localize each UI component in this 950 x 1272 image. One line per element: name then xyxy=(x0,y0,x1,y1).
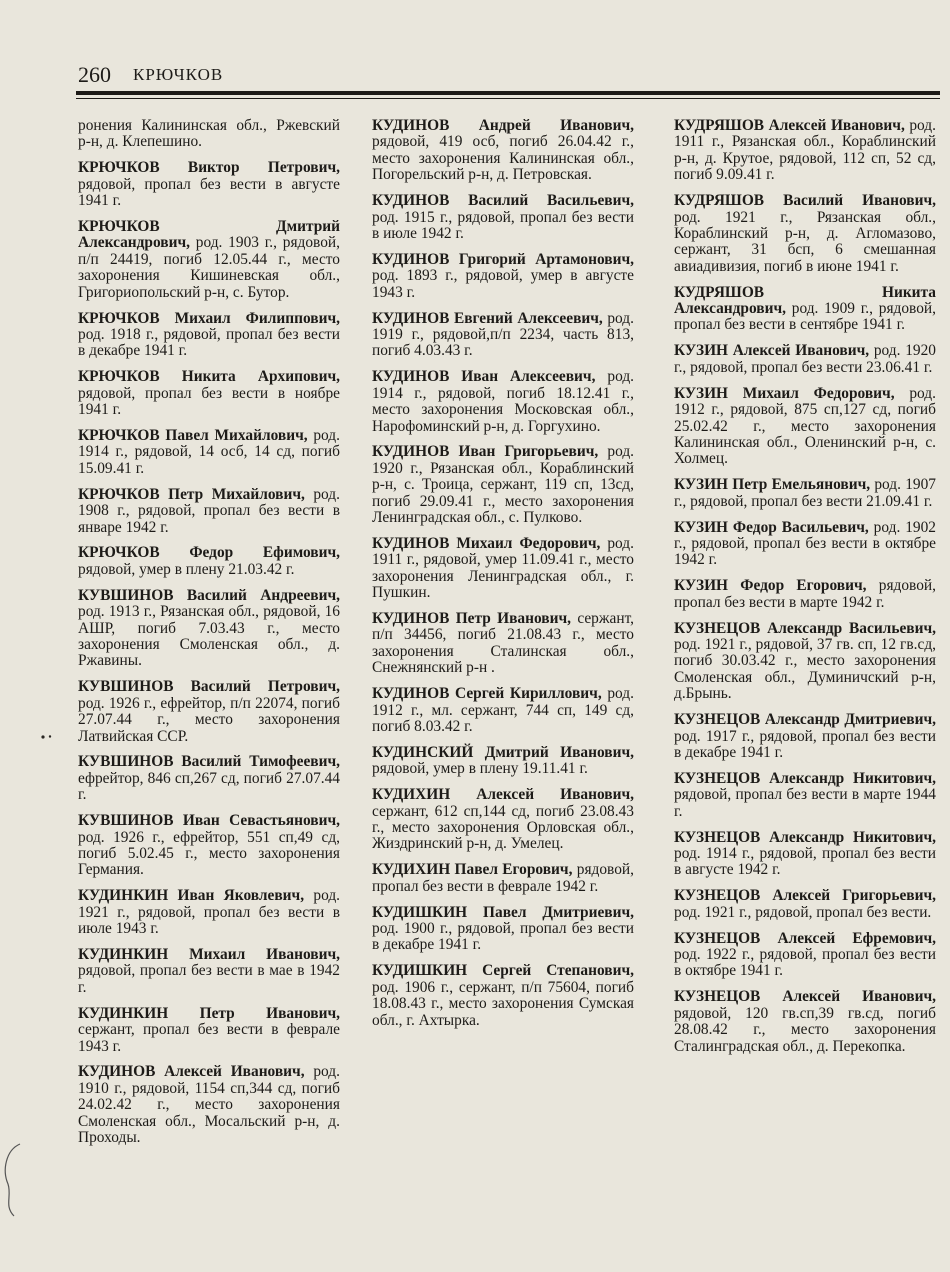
entry-details: род. 1915 г., рядовой, пропал без вести в июле 1942 г. xyxy=(372,208,634,242)
entry-details: род. 1912 г., мл. сержант, 744 сп, 149 сд, погиб 8.03.42 г. xyxy=(372,685,634,735)
entry-details: рядовой, пропал без вести в ноябре 1941 г. xyxy=(78,384,340,419)
page-header xyxy=(78,58,938,88)
entry-details: род. 1910 г., рядовой, 1154 сп,344 сд, погиб 24.02.42 г., место захоронения Смоленская обл., Мосальский р-н, д. Проходы. xyxy=(78,1063,340,1147)
entry-name: КУЗНЕЦОВ Александр Никитович, xyxy=(674,828,936,846)
entry-name: КРЮЧКОВ Дмитрий Александрович, xyxy=(78,218,340,252)
entry-details: род. 1918 г., рядовой, пропал без вести в декабре 1941 г. xyxy=(78,325,340,360)
biography-entry xyxy=(674,118,936,184)
biography-entry xyxy=(78,947,340,996)
entry-name: КУЗИН Михаил Федорович, xyxy=(674,384,895,402)
biography-entry xyxy=(674,285,936,334)
biography-entry xyxy=(372,963,634,1029)
biography-entry xyxy=(674,771,936,820)
entry-name: КУВШИНОВ Василий Тимофеевич, xyxy=(78,753,340,771)
biography-entry xyxy=(78,160,340,209)
biography-entry xyxy=(78,487,340,536)
biography-entry xyxy=(372,686,634,735)
biography-entry xyxy=(78,754,340,803)
entry-name: КУДИНОВ Михаил Федорович, xyxy=(372,534,601,552)
biography-entry xyxy=(78,679,340,745)
biography-entry xyxy=(674,343,936,376)
column-3 xyxy=(674,118,936,1064)
column-1 xyxy=(78,118,340,1156)
entry-details: ронения Калининская обл., Ржевский р-н, д. Клепешино. xyxy=(78,117,340,151)
entry-details: род. 1914 г., рядовой, пропал без вести в августе 1942 г. xyxy=(674,844,936,879)
entry-name: КУДИШКИН Павел Дмитриевич, xyxy=(372,903,634,921)
entry-name: КУДИНОВ Иван Алексеевич, xyxy=(372,368,596,386)
entry-details: род. 1920 г., рядовой, пропал без вести 23.06.41 г. xyxy=(674,342,936,376)
biography-entry xyxy=(78,588,340,670)
entry-details: род. 1911 г., Рязанская обл., Кораблинский р-н, д. Крутое, рядовой, 112 сп, 52 сд, погиб 9.09.41 г. xyxy=(674,117,936,184)
biography-entry xyxy=(372,311,634,360)
entry-details: род. 1911 г., рядовой, умер 11.09.41 г., место захоронения Ленинградская обл., г. Пушкин. xyxy=(372,534,634,602)
biography-entry xyxy=(674,386,936,468)
entry-name: КУДРЯШОВ Никита Александрович, xyxy=(674,283,936,318)
biography-entry xyxy=(372,444,634,526)
biography-entry xyxy=(674,931,936,980)
entry-details: род. 1921 г., рядовой, 37 гв. сп, 12 гв.сд, погиб 30.03.42 г., место захоронения Смоленская обл., Думиничский р-н, д.Брынь. xyxy=(674,635,936,703)
page-number: 260 xyxy=(78,62,111,87)
entry-details: род. 1914 г., рядовой, погиб 18.12.41 г., место захоронения Московская обл., Нарофоминский р-н, д. Горгухино. xyxy=(372,368,634,435)
entry-details: род. 1913 г., Рязанская обл., рядовой, 16 АШР, погиб 7.03.43 г., место захоронения Смоленская обл., д. Ржавины. xyxy=(78,603,340,670)
biography-entry xyxy=(78,118,340,151)
entry-name: КРЮЧКОВ Никита Архипович, xyxy=(78,368,340,386)
entry-details: род. 1900 г., рядовой, пропал без вести в декабре 1941 г. xyxy=(372,920,634,954)
entry-details: рядовой, пропал без вести в мае в 1942 г. xyxy=(78,962,340,996)
entry-name: КУЗНЕЦОВ Алексей Иванович, xyxy=(674,988,936,1006)
biography-entry xyxy=(372,118,634,184)
biography-entry xyxy=(372,252,634,301)
entry-name: КУДИНОВ Иван Григорьевич, xyxy=(372,443,599,461)
biography-entry xyxy=(674,621,936,703)
entry-details: род. 1917 г., рядовой, пропал без вести в декабре 1941 г. xyxy=(674,727,936,761)
running-head: КРЮЧКОВ xyxy=(133,65,224,84)
margin-pencil-mark xyxy=(0,1140,22,1220)
biography-entry xyxy=(78,545,340,578)
entry-details: род. 1903 г., рядовой, п/п 24419, погиб 12.05.44 г., место захоронения Кишиневская обл., Григориопольский р-н, с. Бутор. xyxy=(78,234,340,301)
entry-name: КУДИНОВ Андрей Иванович, xyxy=(372,117,634,134)
entry-name: КУДИХИН Павел Егорович, xyxy=(372,861,573,879)
entry-details: род. 1914 г., рядовой, 14 осб, 14 сд, погиб 15.09.41 г. xyxy=(78,427,340,477)
entry-name: КУЗНЕЦОВ Александр Васильевич, xyxy=(674,619,936,637)
header-rule-thick xyxy=(76,91,940,95)
entry-details: род. 1893 г., рядовой, умер в августе 1943 г. xyxy=(372,267,634,301)
entry-name: КУДИНОВ Петр Иванович, xyxy=(372,610,571,628)
entry-details: род. 1902 г., рядовой, пропал без вести в октябре 1942 г. xyxy=(674,518,936,569)
entry-name: КУДИНКИН Иван Яковлевич, xyxy=(78,887,305,905)
biography-entry xyxy=(372,536,634,602)
biography-entry xyxy=(78,311,340,360)
entry-name: КУЗИН Петр Емельянович, xyxy=(674,476,871,494)
entry-details: сержант, 612 сп,144 сд, погиб 23.08.43 г., место захоронения Орловская обл., Жиздринский р-н, д. Умелец. xyxy=(372,802,634,853)
entry-details: рядовой, 120 гв.сп,39 гв.сд, погиб 28.08.42 г., место захоронения Сталинградская обл., д. Перекопка. xyxy=(674,1004,936,1055)
entry-details: рядовой, 419 осб, погиб 26.04.42 г., место захоронения Калининская обл., Погорельский р-н, д. Петровская. xyxy=(372,133,634,184)
entry-name: КУВШИНОВ Василий Петрович, xyxy=(78,678,340,696)
biography-entry xyxy=(78,428,340,477)
entry-name: КРЮЧКОВ Виктор Петрович, xyxy=(78,159,340,177)
entry-details: род. 1909 г., рядовой, пропал без вести в сентябре 1941 г. xyxy=(674,300,936,334)
entry-name: КУЗНЕЦОВ Александр Никитович, xyxy=(674,769,936,787)
entry-details: род. 1907 г., рядовой, пропал без вести 21.09.41 г. xyxy=(674,476,936,510)
entry-details: род. 1922 г., рядовой, пропал без вести в октябре 1941 г. xyxy=(674,945,936,980)
biography-entry xyxy=(78,813,340,879)
entry-name: КУДИНКИН Петр Иванович, xyxy=(78,1004,340,1022)
biography-entry xyxy=(674,888,936,921)
entry-name: КУЗИН Алексей Иванович, xyxy=(674,342,870,360)
entry-name: КУДРЯШОВ Василий Иванович, xyxy=(674,192,936,210)
entry-details: рядовой, умер в плену 19.11.41 г. xyxy=(372,760,588,778)
entry-details: рядовой, пропал без вести в феврале 1942 г. xyxy=(372,861,634,895)
entry-name: КУЗНЕЦОВ Алексей Григорьевич, xyxy=(674,887,936,905)
entry-details: род. 1926 г., ефрейтор, 551 сп,49 сд, погиб 5.02.45 г., место захоронения Германия. xyxy=(78,828,340,879)
column-2 xyxy=(372,118,634,1039)
biography-entry xyxy=(372,369,634,435)
biography-entry xyxy=(674,520,936,569)
entry-name: КУВШИНОВ Василий Андреевич, xyxy=(78,586,340,604)
entry-name: КУДИНОВ Василий Васильевич, xyxy=(372,192,634,210)
entry-details: рядовой, пропал без вести в марте 1942 г. xyxy=(674,577,936,611)
biography-entry xyxy=(674,989,936,1055)
biography-entry xyxy=(78,1064,340,1146)
entry-details: рядовой, пропал без вести в марте 1944 г. xyxy=(674,786,936,820)
entry-name: КУДИНОВ Алексей Иванович, xyxy=(78,1063,305,1081)
biography-entry xyxy=(372,862,634,895)
entry-details: род. 1906 г., сержант, п/п 75604, погиб 18.08.43 г., место захоронения Сумская обл., г. Ахтырка. xyxy=(372,978,634,1029)
biography-entry xyxy=(372,905,634,954)
biography-entry xyxy=(674,193,936,275)
entry-details: род. 1920 г., Рязанская обл., Кораблинский р-н, с. Троица, сержант, 119 сп, 13сд, погиб 29.09.41 г., место захоронения Ленинградская обл., с. Пулково. xyxy=(372,443,634,527)
biography-entry xyxy=(674,477,936,510)
biography-entry xyxy=(372,787,634,853)
entry-details: сержант, пропал без вести в феврале 1943 г. xyxy=(78,1021,340,1055)
biography-entry xyxy=(372,745,634,778)
biography-entry xyxy=(78,369,340,418)
entry-details: ефрейтор, 846 сп,267 сд, погиб 27.07.44 г. xyxy=(78,769,340,804)
entry-name: КУЗИН Федор Васильевич, xyxy=(674,518,869,536)
biography-entry xyxy=(78,1006,340,1055)
entry-name: КУЗНЕЦОВ Александр Дмитриевич, xyxy=(674,711,936,729)
entry-details: род. 1912 г., рядовой, 875 сп,127 сд, погиб 25.02.42 г., место захоронения Калининская обл., Оленинский р-н, с. Холмец. xyxy=(674,384,936,468)
entry-details: рядовой, умер в плену 21.03.42 г. xyxy=(78,560,295,578)
entry-name: КУДРЯШОВ Алексей Иванович, xyxy=(674,117,905,134)
biography-entry xyxy=(78,219,340,301)
biography-entry xyxy=(674,578,936,611)
entry-name: КУДИХИН Алексей Иванович, xyxy=(372,786,634,804)
entry-name: КУДИНОВ Евгений Алексеевич, xyxy=(372,309,603,327)
biography-entry xyxy=(78,888,340,937)
biography-entry xyxy=(372,611,634,677)
entry-details: род. 1926 г., ефрейтор, п/п 22074, погиб 27.07.44 г., место захоронения Латвийская ССР. xyxy=(78,694,340,745)
entry-details: рядовой, пропал без вести в августе 1941 г. xyxy=(78,175,340,210)
entry-details: род. 1908 г., рядовой, пропал без вести в январе 1942 г. xyxy=(78,485,340,536)
entry-name: КУЗИН Федор Егорович, xyxy=(674,577,867,595)
biography-entry xyxy=(674,712,936,761)
entry-name: КУДИНКИН Михаил Иванович, xyxy=(78,945,340,963)
entry-name: КРЮЧКОВ Федор Ефимович, xyxy=(78,544,340,562)
entry-name: КРЮЧКОВ Петр Михайлович, xyxy=(78,485,305,503)
entry-name: КРЮЧКОВ Михаил Филиппович, xyxy=(78,309,340,327)
entry-details: род. 1921 г., рядовой, пропал без вести в июле 1943 г. xyxy=(78,887,340,938)
entry-name: КУДИНОВ Григорий Артамонович, xyxy=(372,250,634,268)
entry-name: КУЗНЕЦОВ Алексей Ефремович, xyxy=(674,929,936,947)
header-rule-thin xyxy=(76,98,940,99)
entry-details: род. 1921 г., рядовой, пропал без вести. xyxy=(674,903,932,921)
entry-details: сержант, п/п 34456, погиб 21.08.43 г., место захоронения Сталинская обл., Снежнянский р-н . xyxy=(372,610,634,677)
entry-name: КУДИНСКИЙ Дмитрий Иванович, xyxy=(372,743,634,761)
biography-entry xyxy=(372,193,634,242)
entry-name: КУДИНОВ Сергей Кириллович, xyxy=(372,685,602,703)
entry-details: род. 1921 г., Рязанская обл., Кораблинский р-н, д. Агломазово, сержант, 31 бсп, 6 смешанная авиадивизия, погиб в июне 1941 г. xyxy=(674,208,936,275)
entry-name: КРЮЧКОВ Павел Михайлович, xyxy=(78,427,308,444)
biography-entry xyxy=(674,830,936,879)
ink-speck-mark xyxy=(40,734,54,740)
entry-name: КУДИШКИН Сергей Степанович, xyxy=(372,962,634,980)
entry-details: род. 1919 г., рядовой,п/п 2234, часть 813, погиб 4.03.43 г. xyxy=(372,309,634,360)
entry-name: КУВШИНОВ Иван Севастьянович, xyxy=(78,812,340,830)
